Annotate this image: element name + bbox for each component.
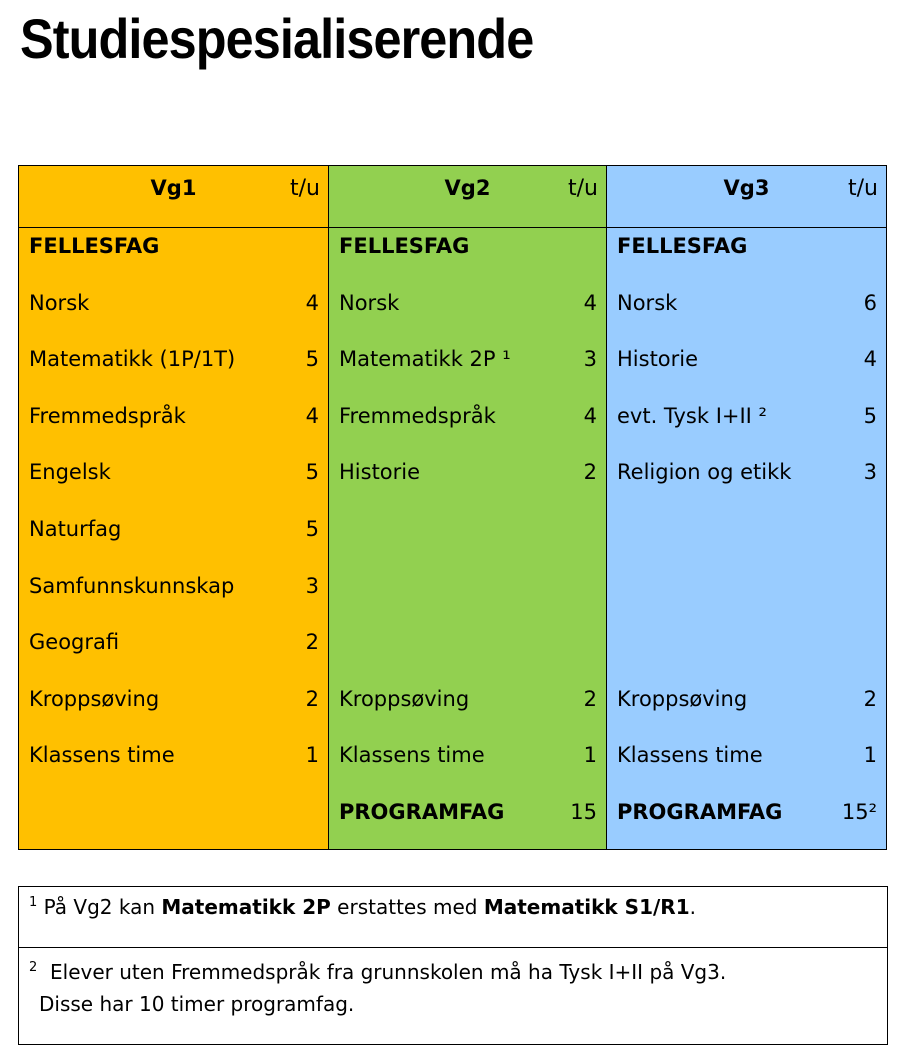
table-row xyxy=(19,342,328,376)
subject-label: Kroppsøving xyxy=(339,686,470,711)
table-row xyxy=(329,229,606,263)
table-row xyxy=(329,625,606,659)
hours-value: 5 xyxy=(305,347,319,372)
subject-label: FELLESFAG xyxy=(617,234,748,258)
footnote-text: Elever uten Fremmedspråk fra grunnskolen må ha Tysk I+II på Vg3. xyxy=(37,960,727,984)
table-row xyxy=(19,625,328,659)
hours-value: 4 xyxy=(863,347,877,372)
subject-label: FELLESFAG xyxy=(29,234,160,258)
hours-value: 15² xyxy=(841,800,877,824)
table-row xyxy=(19,455,328,489)
table-row xyxy=(329,512,606,546)
hours-value: 2 xyxy=(863,686,877,711)
hours-value: 15 xyxy=(570,800,597,824)
subject-label: Norsk xyxy=(29,290,90,315)
footnote-text: . xyxy=(689,895,696,919)
table-row xyxy=(607,229,886,263)
subject-label: Religion og etikk xyxy=(617,460,792,485)
hours-value: 1 xyxy=(583,743,597,768)
footnote-marker: 1 xyxy=(29,895,38,910)
subject-label: Geografi xyxy=(29,630,120,655)
column-header xyxy=(329,166,606,228)
footnote-2 xyxy=(19,948,887,1020)
subject-label: Fremmedspråk xyxy=(29,403,186,428)
table-row xyxy=(19,738,328,772)
subject-label: Engelsk xyxy=(29,460,111,485)
hours-value: 5 xyxy=(305,460,319,485)
subject-label: Klassens time xyxy=(339,743,485,768)
unit-label: t/u xyxy=(848,176,878,201)
column-title: Vg3 xyxy=(723,176,770,200)
subject-label: Fremmedspråk xyxy=(339,403,496,428)
hours-value: 2 xyxy=(305,686,319,711)
subject-label: Matematikk (1P/1T) xyxy=(29,347,236,372)
table-row xyxy=(329,342,606,376)
subject-label: evt. Tysk I+II ² xyxy=(617,403,767,428)
subject-label: Historie xyxy=(617,347,699,372)
page-title: Studiespesialiserende xyxy=(20,7,534,70)
hours-value: 2 xyxy=(305,630,319,655)
column-vg2 xyxy=(328,166,606,849)
subject-label: Norsk xyxy=(339,290,400,315)
table-row xyxy=(607,286,886,320)
subject-label: PROGRAMFAG xyxy=(339,800,505,824)
table-row xyxy=(19,399,328,433)
subject-label: Kroppsøving xyxy=(29,686,160,711)
hours-value: 2 xyxy=(583,460,597,485)
hours-value: 3 xyxy=(583,347,597,372)
table-row xyxy=(607,455,886,489)
footnotes-box xyxy=(18,886,888,1045)
hours-value: 4 xyxy=(583,403,597,428)
table-row xyxy=(607,569,886,603)
hours-value: 1 xyxy=(305,743,319,768)
footnote-1 xyxy=(19,887,887,948)
hours-value: 2 xyxy=(583,686,597,711)
hours-value: 4 xyxy=(583,290,597,315)
column-title: Vg1 xyxy=(150,176,197,200)
table-row xyxy=(19,569,328,603)
column-title: Vg2 xyxy=(444,176,491,200)
hours-value: 4 xyxy=(305,290,319,315)
subject-table xyxy=(18,165,887,850)
hours-value: 5 xyxy=(863,403,877,428)
table-row xyxy=(19,682,328,716)
column-header xyxy=(19,166,328,228)
table-row xyxy=(607,795,886,829)
column-vg1 xyxy=(19,166,328,849)
subject-label: Norsk xyxy=(617,290,678,315)
unit-label: t/u xyxy=(568,176,598,201)
subject-label: Matematikk 2P ¹ xyxy=(339,347,511,372)
hours-value: 4 xyxy=(305,403,319,428)
table-row xyxy=(19,286,328,320)
footnote-text: På Vg2 kan xyxy=(37,895,162,919)
hours-value: 3 xyxy=(305,573,319,598)
subject-label: PROGRAMFAG xyxy=(617,800,783,824)
table-row xyxy=(607,682,886,716)
hours-value: 3 xyxy=(863,460,877,485)
table-row xyxy=(329,795,606,829)
table-row xyxy=(329,738,606,772)
column-vg3 xyxy=(606,166,886,849)
table-row xyxy=(329,399,606,433)
footnote-text: Disse har 10 timer programfag. xyxy=(39,992,355,1016)
subject-label: Naturfag xyxy=(29,517,122,541)
footnote-bold: Matematikk S1/R1 xyxy=(483,895,690,919)
table-row xyxy=(607,512,886,546)
table-row xyxy=(607,399,886,433)
footnote-text: erstattes med xyxy=(330,895,484,919)
hours-value: 5 xyxy=(305,517,319,541)
subject-label: Kroppsøving xyxy=(617,686,748,711)
hours-value: 6 xyxy=(863,290,877,315)
subject-label: Klassens time xyxy=(29,743,175,768)
unit-label: t/u xyxy=(290,176,320,201)
subject-label: Historie xyxy=(339,460,421,485)
table-row xyxy=(19,229,328,263)
footnote-marker: 2 xyxy=(29,960,38,975)
table-row xyxy=(329,569,606,603)
subject-label: Klassens time xyxy=(617,743,763,768)
table-row xyxy=(19,512,328,546)
column-header xyxy=(607,166,886,228)
table-row xyxy=(607,738,886,772)
subject-label: Samfunnskunnskap xyxy=(29,573,235,598)
table-row xyxy=(329,682,606,716)
footnote-bold: Matematikk 2P xyxy=(161,895,331,919)
table-row xyxy=(329,286,606,320)
table-row xyxy=(607,625,886,659)
table-row xyxy=(607,342,886,376)
table-row xyxy=(329,455,606,489)
hours-value: 1 xyxy=(863,743,877,768)
subject-label: FELLESFAG xyxy=(339,234,470,258)
